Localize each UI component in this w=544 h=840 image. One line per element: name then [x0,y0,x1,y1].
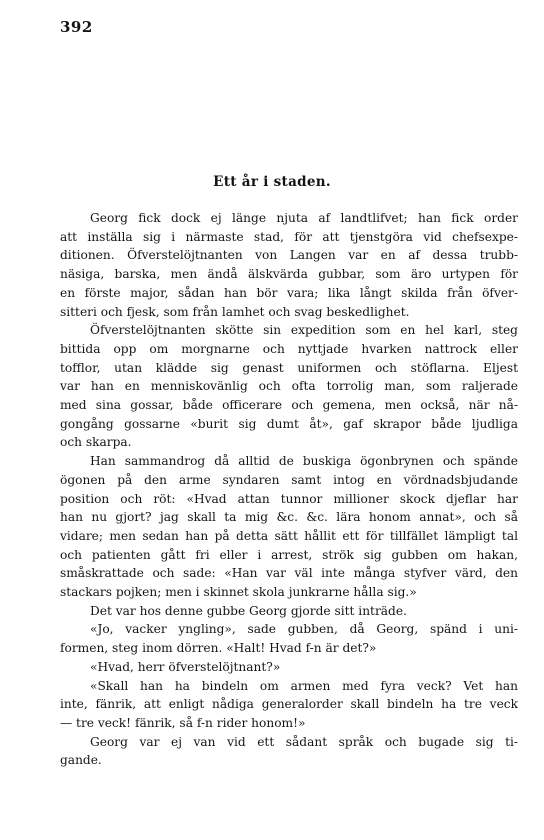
text-line: att inställa sig i närmaste stad, för att tjenstgöra vid chefsexpe- [60,229,518,244]
text-line: position och röt: «Hvad attan tunnor millioner skock djeflar har [60,491,518,506]
text-line: Öfverstelöjtnanten skötte sin expedition som en hel karl, steg [90,323,518,338]
text-line: med sina gossar, både officerare och gemena, men också, när nå- [60,398,518,413]
text-line: bittida opp om morgnarne och nyttjade hvarken nattrock eller [60,341,518,356]
text-line: — tre veck! fänrik, så f-n rider honom!» [60,715,306,730]
text-line: sitteri och fjesk, som från lamhet och svag beskedlighet. [60,304,410,319]
body-text [60,209,518,770]
text-line: gongång gossarne «burit sig dumt åt», gaf skrapor både ljudliga [60,416,518,431]
text-line: småskrattade och sade: «Han var väl inte många styfver värd, den [60,566,518,581]
text-line: och patienten gått fri eller i arrest, strök sig gubben om hakan, [60,547,518,562]
text-line: Han sammandrog då alltid de buskiga ögonbrynen och spände [90,454,518,469]
text-line: vidare; men sedan han på detta sätt hållit ett för tillfället lämpligt tal [60,528,518,543]
text-line: inte, fänrik, att enligt nådiga generalorder skall bindeln ha tre veck [60,697,518,712]
text-line: «Jo, vacker yngling», sade gubben, då Georg, spänd i uni- [90,622,518,637]
text-line: formen, steg inom dörren. «Halt! Hvad f-n är det?» [60,641,377,656]
text-line: gande. [60,753,102,768]
text-line: «Hvad, herr öfverstelöjtnant?» [90,659,281,674]
text-line: Georg fick dock ej länge njuta af landtlifvet; han fick order [90,211,518,225]
text-line: en förste major, sådan han bör vara; lika långt skilda från öfver- [60,285,518,300]
text-line: Georg var ej van vid ett sådant språk och bugade sig ti- [90,734,518,749]
text-line: han nu gjort? jag skall ta mig &c. &c. lära honom annat», och så [60,510,518,525]
text-line: tofflor, utan klädde sig genast uniformen och stöflarna. Eljest [60,360,518,375]
text-line: näsiga, barska, men ändå älskvärda gubbar, som äro urtypen för [60,267,518,282]
text-line: «Skall han ha bindeln om armen med fyra veck? Vet han [90,678,518,693]
text-line: och skarpa. [60,435,132,450]
text-line: Det var hos denne gubbe Georg gjorde sitt inträde. [90,603,407,618]
text-line: ögonen på den arme syndaren samt intog en vördnadsbjudande [60,472,518,487]
text-line: ditionen. Öfverstelöjtnanten von Langen var en af dessa trubb- [60,248,518,263]
page-number: 392 [60,18,93,36]
chapter-title: Ett år i staden. [213,174,331,190]
text-line: stackars pojken; men i skinnet skola junkrarne hålla sig.» [60,585,417,600]
text-line: var han en menniskovänlig och ofta torrolig man, som raljerade [60,379,518,394]
